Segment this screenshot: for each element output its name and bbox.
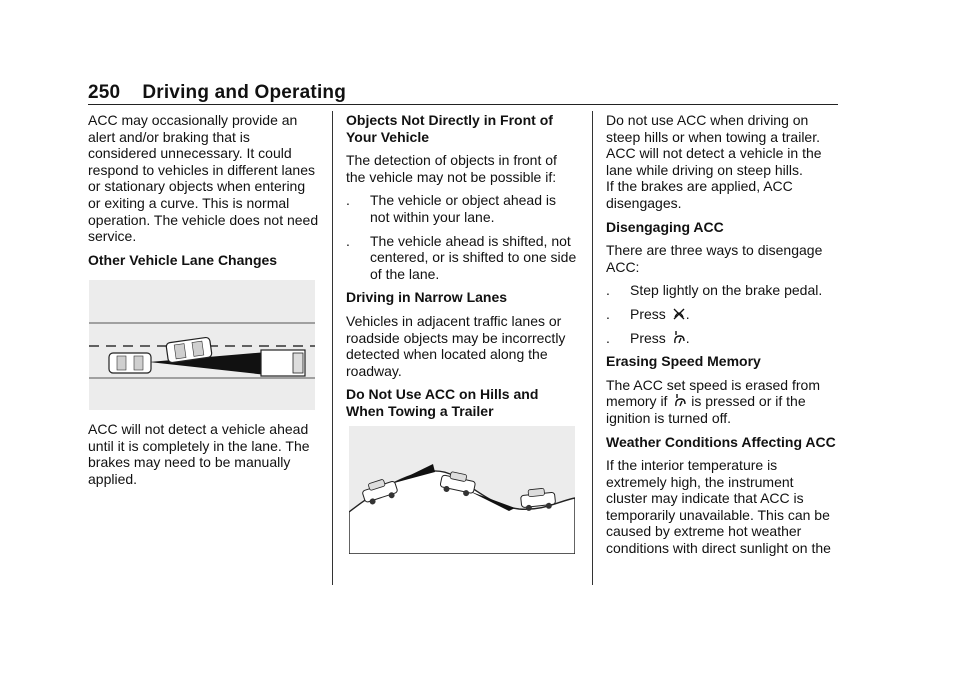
bullet: . — [606, 282, 610, 299]
column-divider-2 — [592, 111, 593, 585]
paragraph: ACC may occasionally provide an alert and/or braking that is considered unnecessary. It could respond to vehicles in different lanes or stationary objects when entering or exiting a curve. This is normal operation. The vehicle does not need service. — [88, 112, 319, 245]
column-2 — [346, 112, 578, 427]
following-vehicle — [109, 353, 151, 373]
acc-on-off-icon — [673, 393, 687, 408]
header-rule — [88, 104, 838, 105]
page-number: 250 — [88, 82, 121, 103]
paragraph: The ACC set speed is erased from memory if is pressed or if the ignition is turned off. — [606, 376, 820, 426]
paragraph: There are three ways to disengage ACC: — [606, 242, 823, 275]
bullet-text: The vehicle or object ahead is not within your lane. — [370, 192, 556, 225]
list-item — [346, 192, 578, 225]
lane-change-drawing — [89, 280, 315, 410]
bullet: . — [346, 232, 350, 249]
heading-narrow-lanes: Driving in Narrow Lanes — [346, 289, 508, 306]
hills-drawing — [349, 426, 575, 554]
hills-illustration — [349, 426, 575, 554]
bullet-text: Press . — [630, 329, 690, 346]
list-item — [606, 306, 838, 323]
acc-cancel-icon — [672, 307, 686, 321]
heading-hills-towing: Do Not Use ACC on Hills and When Towing a Trailer — [346, 386, 539, 419]
paragraph: Vehicles in adjacent traffic lanes or roadside objects may be incorrectly detected when located along the roadway. — [346, 312, 566, 379]
heading-erasing-speed-memory: Erasing Speed Memory — [606, 353, 761, 370]
bullet: . — [606, 305, 610, 322]
column-1 — [88, 112, 320, 275]
heading-weather-conditions: Weather Conditions Affecting ACC — [606, 433, 836, 450]
heading-disengaging-acc: Disengaging ACC — [606, 218, 724, 235]
bullet-prefix: Press — [630, 305, 666, 322]
paragraph: Do not use ACC when driving on steep hills or when towing a trailer. ACC will not detect a vehicle in the lane while driving on steep hills. — [606, 112, 822, 178]
heading-objects-not-in-front: Objects Not Directly in Front of Your Vehicle — [346, 112, 553, 145]
lane-change-illustration — [89, 280, 315, 410]
bullet-text: The vehicle ahead is shifted, not centered, or is shifted to one side of the lane. — [370, 232, 577, 282]
paragraph: ACC will not detect a vehicle ahead until it is completely in the lane. The brakes may need to be manually applied. — [88, 421, 310, 487]
paragraph: If the brakes are applied, ACC disengages. — [606, 178, 793, 211]
list-item — [606, 282, 838, 299]
paragraph: The detection of objects in front of the vehicle may not be possible if: — [346, 152, 557, 185]
bullet-text: Press . — [630, 305, 690, 322]
list-item — [606, 330, 838, 347]
bullet-prefix: Press — [630, 329, 666, 346]
heading-other-vehicle-lane-changes: Other Vehicle Lane Changes — [88, 251, 278, 268]
column-divider-1 — [332, 111, 333, 585]
page-header — [88, 82, 346, 104]
acc-on-off-icon — [672, 330, 686, 345]
section-title: Driving and Operating — [142, 82, 347, 103]
column-3 — [606, 112, 838, 564]
paragraph: If the interior temperature is extremely high, the instrument cluster may indicate that ACC is temporarily unavailable. This can be caused by extreme hot weather conditions with direct sunlight on the — [606, 457, 831, 557]
bullet: . — [346, 192, 350, 209]
bullet-text: Step lightly on the brake pedal. — [630, 282, 823, 299]
bullet: . — [606, 329, 610, 346]
list-item — [346, 233, 578, 283]
column-1-lower — [88, 421, 320, 494]
